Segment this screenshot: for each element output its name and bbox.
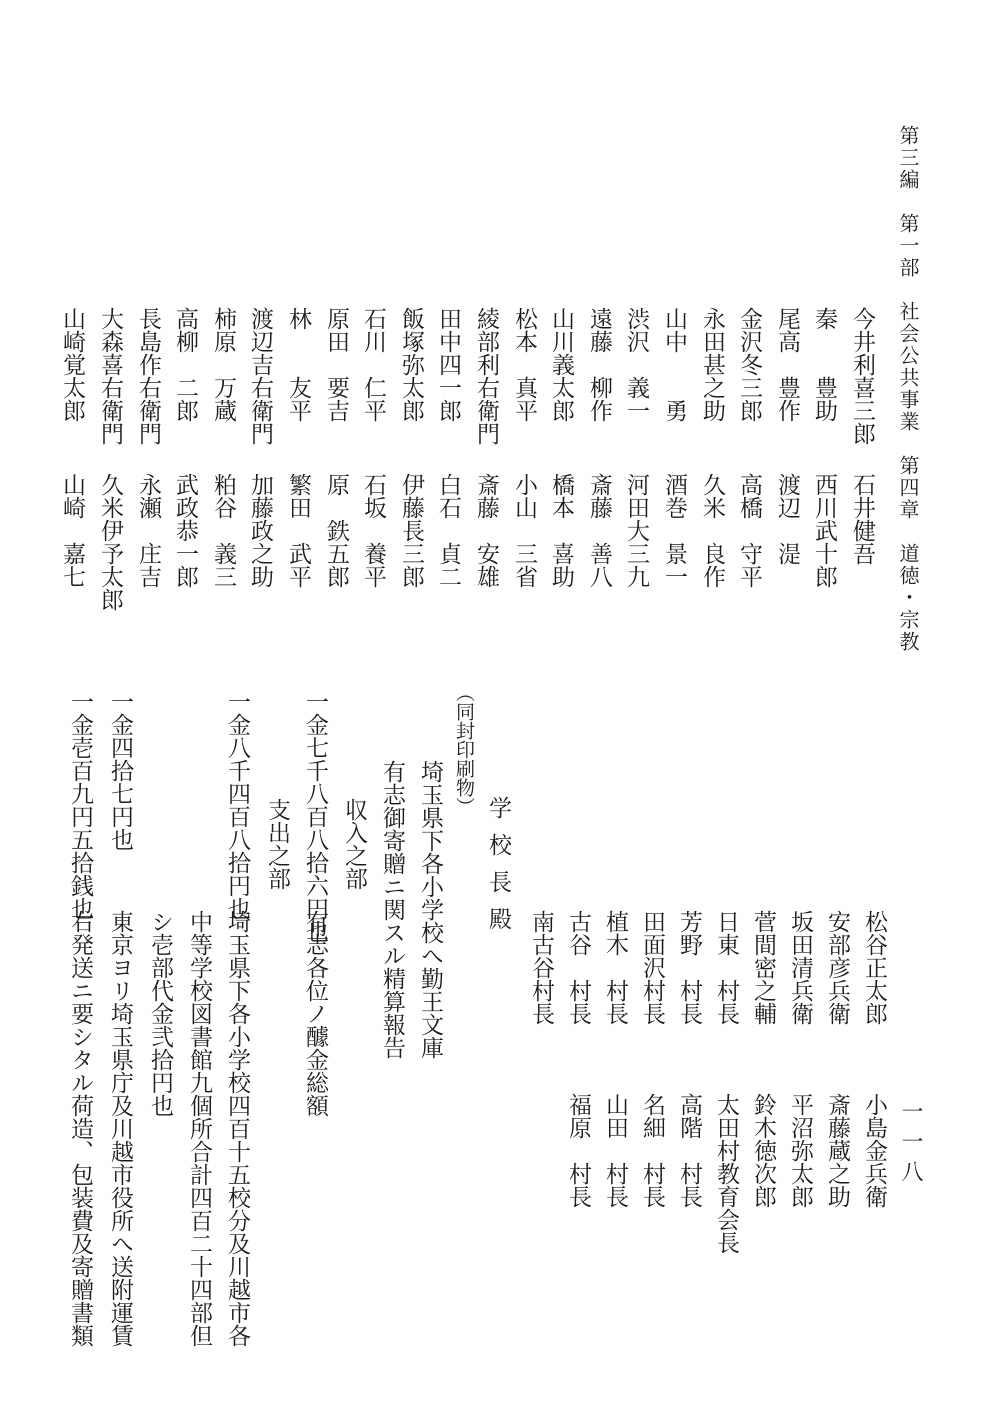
name-upper-col1: 松本 真平 bbox=[511, 307, 537, 422]
name-upper-col1: 渡辺吉右衛門 bbox=[247, 307, 273, 445]
name-lower-col2: 福原 村長 bbox=[565, 1093, 591, 1208]
name-upper-col2: 西川武十郎 bbox=[811, 473, 837, 588]
name-upper-col2: 久米伊予太郎 bbox=[97, 473, 123, 611]
name-upper-col1: 山中 勇 bbox=[661, 307, 687, 422]
name-lower-col2: 太田村教育会長 bbox=[713, 1093, 739, 1254]
name-upper-col1: 高柳 二郎 bbox=[172, 307, 198, 422]
name-upper-col2: 武政恭一郎 bbox=[172, 473, 198, 588]
name-upper-col1: 長島作右衛門 bbox=[135, 307, 161, 445]
name-upper-col1: 田中四一郎 bbox=[435, 307, 461, 422]
expense-2-description: 東京ヨリ埼玉県庁及川越市役所へ送附運賃 bbox=[107, 910, 133, 1347]
name-upper-col1: 秦 豊助 bbox=[811, 307, 837, 422]
name-lower-col1: 安部彦兵衛 bbox=[824, 910, 850, 1025]
name-upper-col2: 高橋 守平 bbox=[736, 473, 762, 588]
name-lower-col1: 松谷正太郎 bbox=[861, 910, 887, 1025]
name-upper-col1: 山崎覚太郎 bbox=[59, 307, 85, 422]
name-lower-col2: 高階 村長 bbox=[676, 1093, 702, 1208]
name-upper-col1: 柿原 万蔵 bbox=[210, 307, 236, 422]
report-title-line1: 埼玉県下各小学校へ勤王文庫 bbox=[417, 760, 443, 1059]
expense-1-description-1: 埼玉県下各小学校四百十五校分及川越市各 bbox=[224, 910, 250, 1347]
name-lower-col2: 斎藤蔵之助 bbox=[824, 1093, 850, 1208]
name-lower-col1: 坂田清兵衛 bbox=[787, 910, 813, 1025]
name-upper-col1: 石川 仁平 bbox=[360, 307, 386, 422]
name-upper-col2: 斎藤 安雄 bbox=[473, 473, 499, 588]
name-upper-col2: 河田大三九 bbox=[623, 473, 649, 588]
enclosure-note: （同封印刷物） bbox=[453, 683, 475, 816]
expense-3-description: 右発送ニ要シタル荷造、包装費及寄贈書類 bbox=[67, 910, 93, 1347]
name-upper-col2: 渡辺 湜 bbox=[774, 473, 800, 565]
name-lower-col2: 小島金兵衛 bbox=[861, 1093, 887, 1208]
name-lower-col2: 鈴木徳次郎 bbox=[750, 1093, 776, 1208]
expense-1-description-3: シ壱部代金弐拾円也 bbox=[147, 910, 173, 1117]
name-upper-col2: 原 鉄五郎 bbox=[323, 473, 349, 588]
name-upper-col2: 久米 良作 bbox=[699, 473, 725, 588]
name-upper-col2: 橋本 喜助 bbox=[548, 473, 574, 588]
name-lower-col1: 田面沢村長 bbox=[639, 910, 665, 1025]
name-upper-col2: 石井健吾 bbox=[849, 473, 875, 565]
name-upper-col1: 山川義太郎 bbox=[548, 307, 574, 422]
expense-1-description-2: 中等学校図書館九個所合計四百二十四部但 bbox=[186, 910, 212, 1347]
name-upper-col1: 渋沢 義一 bbox=[623, 307, 649, 422]
name-upper-col2: 斎藤 善八 bbox=[586, 473, 612, 588]
page-number: 一一八 bbox=[898, 1100, 923, 1190]
name-upper-col2: 山崎 嘉七 bbox=[59, 473, 85, 588]
name-upper-col1: 遠藤 柳作 bbox=[586, 307, 612, 422]
name-upper-col1: 原田 要吉 bbox=[323, 307, 349, 422]
name-upper-col2: 白石 貞二 bbox=[435, 473, 461, 588]
name-upper-col2: 繁田 武平 bbox=[285, 473, 311, 588]
name-upper-col1: 今井利喜三郎 bbox=[849, 307, 875, 445]
income-amount: 一金七千八百八拾六円也 bbox=[302, 690, 328, 943]
name-upper-col1: 金沢冬三郎 bbox=[736, 307, 762, 422]
income-heading: 収入之部 bbox=[341, 798, 367, 890]
name-upper-col2: 加藤政之助 bbox=[247, 473, 273, 588]
name-lower-col1: 植木 村長 bbox=[602, 910, 628, 1025]
name-upper-col1: 綾部利右衛門 bbox=[473, 307, 499, 445]
running-header: 第三編 第一部 社会公共事業 第四章 道徳・宗教 bbox=[896, 125, 920, 653]
name-upper-col2: 石坂 養平 bbox=[360, 473, 386, 588]
name-lower-col2: 平沼弥太郎 bbox=[787, 1093, 813, 1208]
name-upper-col1: 大森喜右衛門 bbox=[97, 307, 123, 445]
expense-3-amount: 一金壱百九円五拾銭也 bbox=[67, 690, 93, 920]
name-lower-col2: 名細 村長 bbox=[639, 1093, 665, 1208]
addressee: 学校長殿 bbox=[485, 796, 511, 944]
name-lower-col1: 南古谷村長 bbox=[528, 910, 554, 1025]
name-lower-col1: 芳野 村長 bbox=[676, 910, 702, 1025]
report-title-line2: 有志御寄贈ニ関スル精算報告 bbox=[379, 760, 405, 1059]
expense-heading: 支出之部 bbox=[264, 798, 290, 890]
expense-2-amount: 一金四拾七円也 bbox=[107, 690, 133, 851]
expense-1-amount: 一金八千四百八拾円也 bbox=[224, 690, 250, 920]
name-upper-col1: 飯塚弥太郎 bbox=[398, 307, 424, 422]
name-upper-col2: 酒巻 景一 bbox=[661, 473, 687, 588]
name-upper-col1: 尾高 豊作 bbox=[774, 307, 800, 422]
name-lower-col2: 山田 村長 bbox=[602, 1093, 628, 1208]
name-upper-col1: 林 友平 bbox=[285, 307, 311, 422]
name-upper-col2: 小山 三省 bbox=[511, 473, 537, 588]
name-lower-col1: 菅間密之輔 bbox=[750, 910, 776, 1025]
name-upper-col2: 粕谷 義三 bbox=[210, 473, 236, 588]
name-lower-col1: 古谷 村長 bbox=[565, 910, 591, 1025]
income-description: 有志各位ノ醵金総額 bbox=[302, 910, 328, 1117]
name-lower-col1: 日東 村長 bbox=[713, 910, 739, 1025]
name-upper-col1: 永田甚之助 bbox=[699, 307, 725, 422]
name-upper-col2: 永瀬 庄吉 bbox=[135, 473, 161, 588]
name-upper-col2: 伊藤長三郎 bbox=[398, 473, 424, 588]
